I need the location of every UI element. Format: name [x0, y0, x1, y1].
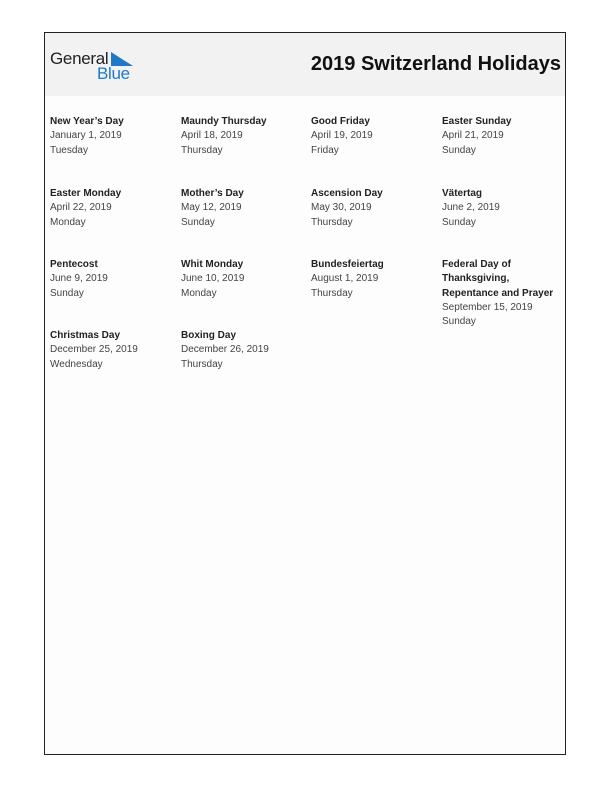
holiday-date: August 1, 2019 — [311, 273, 379, 285]
holiday-name: Bundesfeiertag — [311, 259, 384, 270]
holiday-item — [181, 115, 301, 158]
holiday-item — [181, 258, 301, 301]
holiday-date: January 1, 2019 — [50, 130, 122, 142]
holiday-weekday: Thursday — [181, 358, 223, 370]
holiday-weekday: Sunday — [442, 316, 476, 328]
holiday-name: Pentecost — [50, 259, 98, 270]
logo-general-text: General — [50, 49, 109, 68]
holiday-name: Christmas Day — [50, 330, 121, 341]
holiday-name: Easter Monday — [50, 188, 122, 199]
holiday-item — [311, 258, 431, 301]
holiday-date: April 18, 2019 — [181, 130, 243, 142]
holiday-date: December 25, 2019 — [50, 344, 138, 356]
holiday-item — [50, 258, 170, 301]
holiday-weekday: Thursday — [311, 287, 353, 299]
header — [45, 33, 565, 96]
holiday-date: April 22, 2019 — [50, 202, 112, 214]
holiday-name: Ascension Day — [311, 188, 383, 199]
holiday-weekday: Sunday — [50, 287, 84, 299]
holiday-item — [442, 258, 558, 329]
holiday-weekday: Friday — [311, 144, 339, 156]
holiday-weekday: Thursday — [311, 216, 353, 228]
holiday-weekday: Monday — [50, 216, 86, 228]
holiday-item — [50, 187, 170, 230]
holiday-date: May 12, 2019 — [181, 202, 242, 214]
holiday-name: Whit Monday — [181, 259, 244, 270]
logo-blue-text: Blue — [97, 64, 130, 83]
holiday-weekday: Sunday — [442, 144, 476, 156]
holiday-date: June 2, 2019 — [442, 202, 500, 214]
holiday-item — [181, 329, 301, 372]
holiday-weekday: Sunday — [442, 216, 476, 228]
holiday-item — [442, 115, 562, 158]
holiday-name: Federal Day of Thanksgiving, Repentance and Prayer — [442, 259, 554, 299]
logo — [50, 49, 140, 83]
holiday-date: June 9, 2019 — [50, 273, 108, 285]
holiday-item — [311, 187, 431, 230]
holiday-item — [311, 115, 431, 158]
holiday-item — [50, 329, 170, 372]
holiday-name: Mother’s Day — [181, 188, 244, 199]
holiday-date: September 15, 2019 — [442, 301, 533, 313]
holiday-weekday: Sunday — [181, 216, 215, 228]
page-frame — [44, 32, 566, 755]
holiday-name: Easter Sunday — [442, 116, 512, 127]
holiday-date: May 30, 2019 — [311, 202, 372, 214]
holiday-name: Boxing Day — [181, 330, 237, 341]
page-title: 2019 Switzerland Holidays — [310, 53, 561, 75]
holiday-date: June 10, 2019 — [181, 273, 245, 285]
holiday-name: Maundy Thursday — [181, 116, 267, 127]
holiday-item — [442, 187, 562, 230]
holiday-date: December 26, 2019 — [181, 344, 269, 356]
holiday-item — [50, 115, 170, 158]
holiday-weekday: Thursday — [181, 144, 223, 156]
holiday-date: April 21, 2019 — [442, 130, 504, 142]
holiday-weekday: Monday — [181, 287, 217, 299]
holiday-date: April 19, 2019 — [311, 130, 373, 142]
holiday-weekday: Wednesday — [50, 358, 103, 370]
holiday-item — [181, 187, 301, 230]
holiday-name: Vätertag — [442, 188, 483, 199]
holiday-weekday: Tuesday — [50, 144, 88, 156]
holiday-name: New Year’s Day — [50, 116, 124, 127]
holiday-name: Good Friday — [311, 116, 370, 127]
